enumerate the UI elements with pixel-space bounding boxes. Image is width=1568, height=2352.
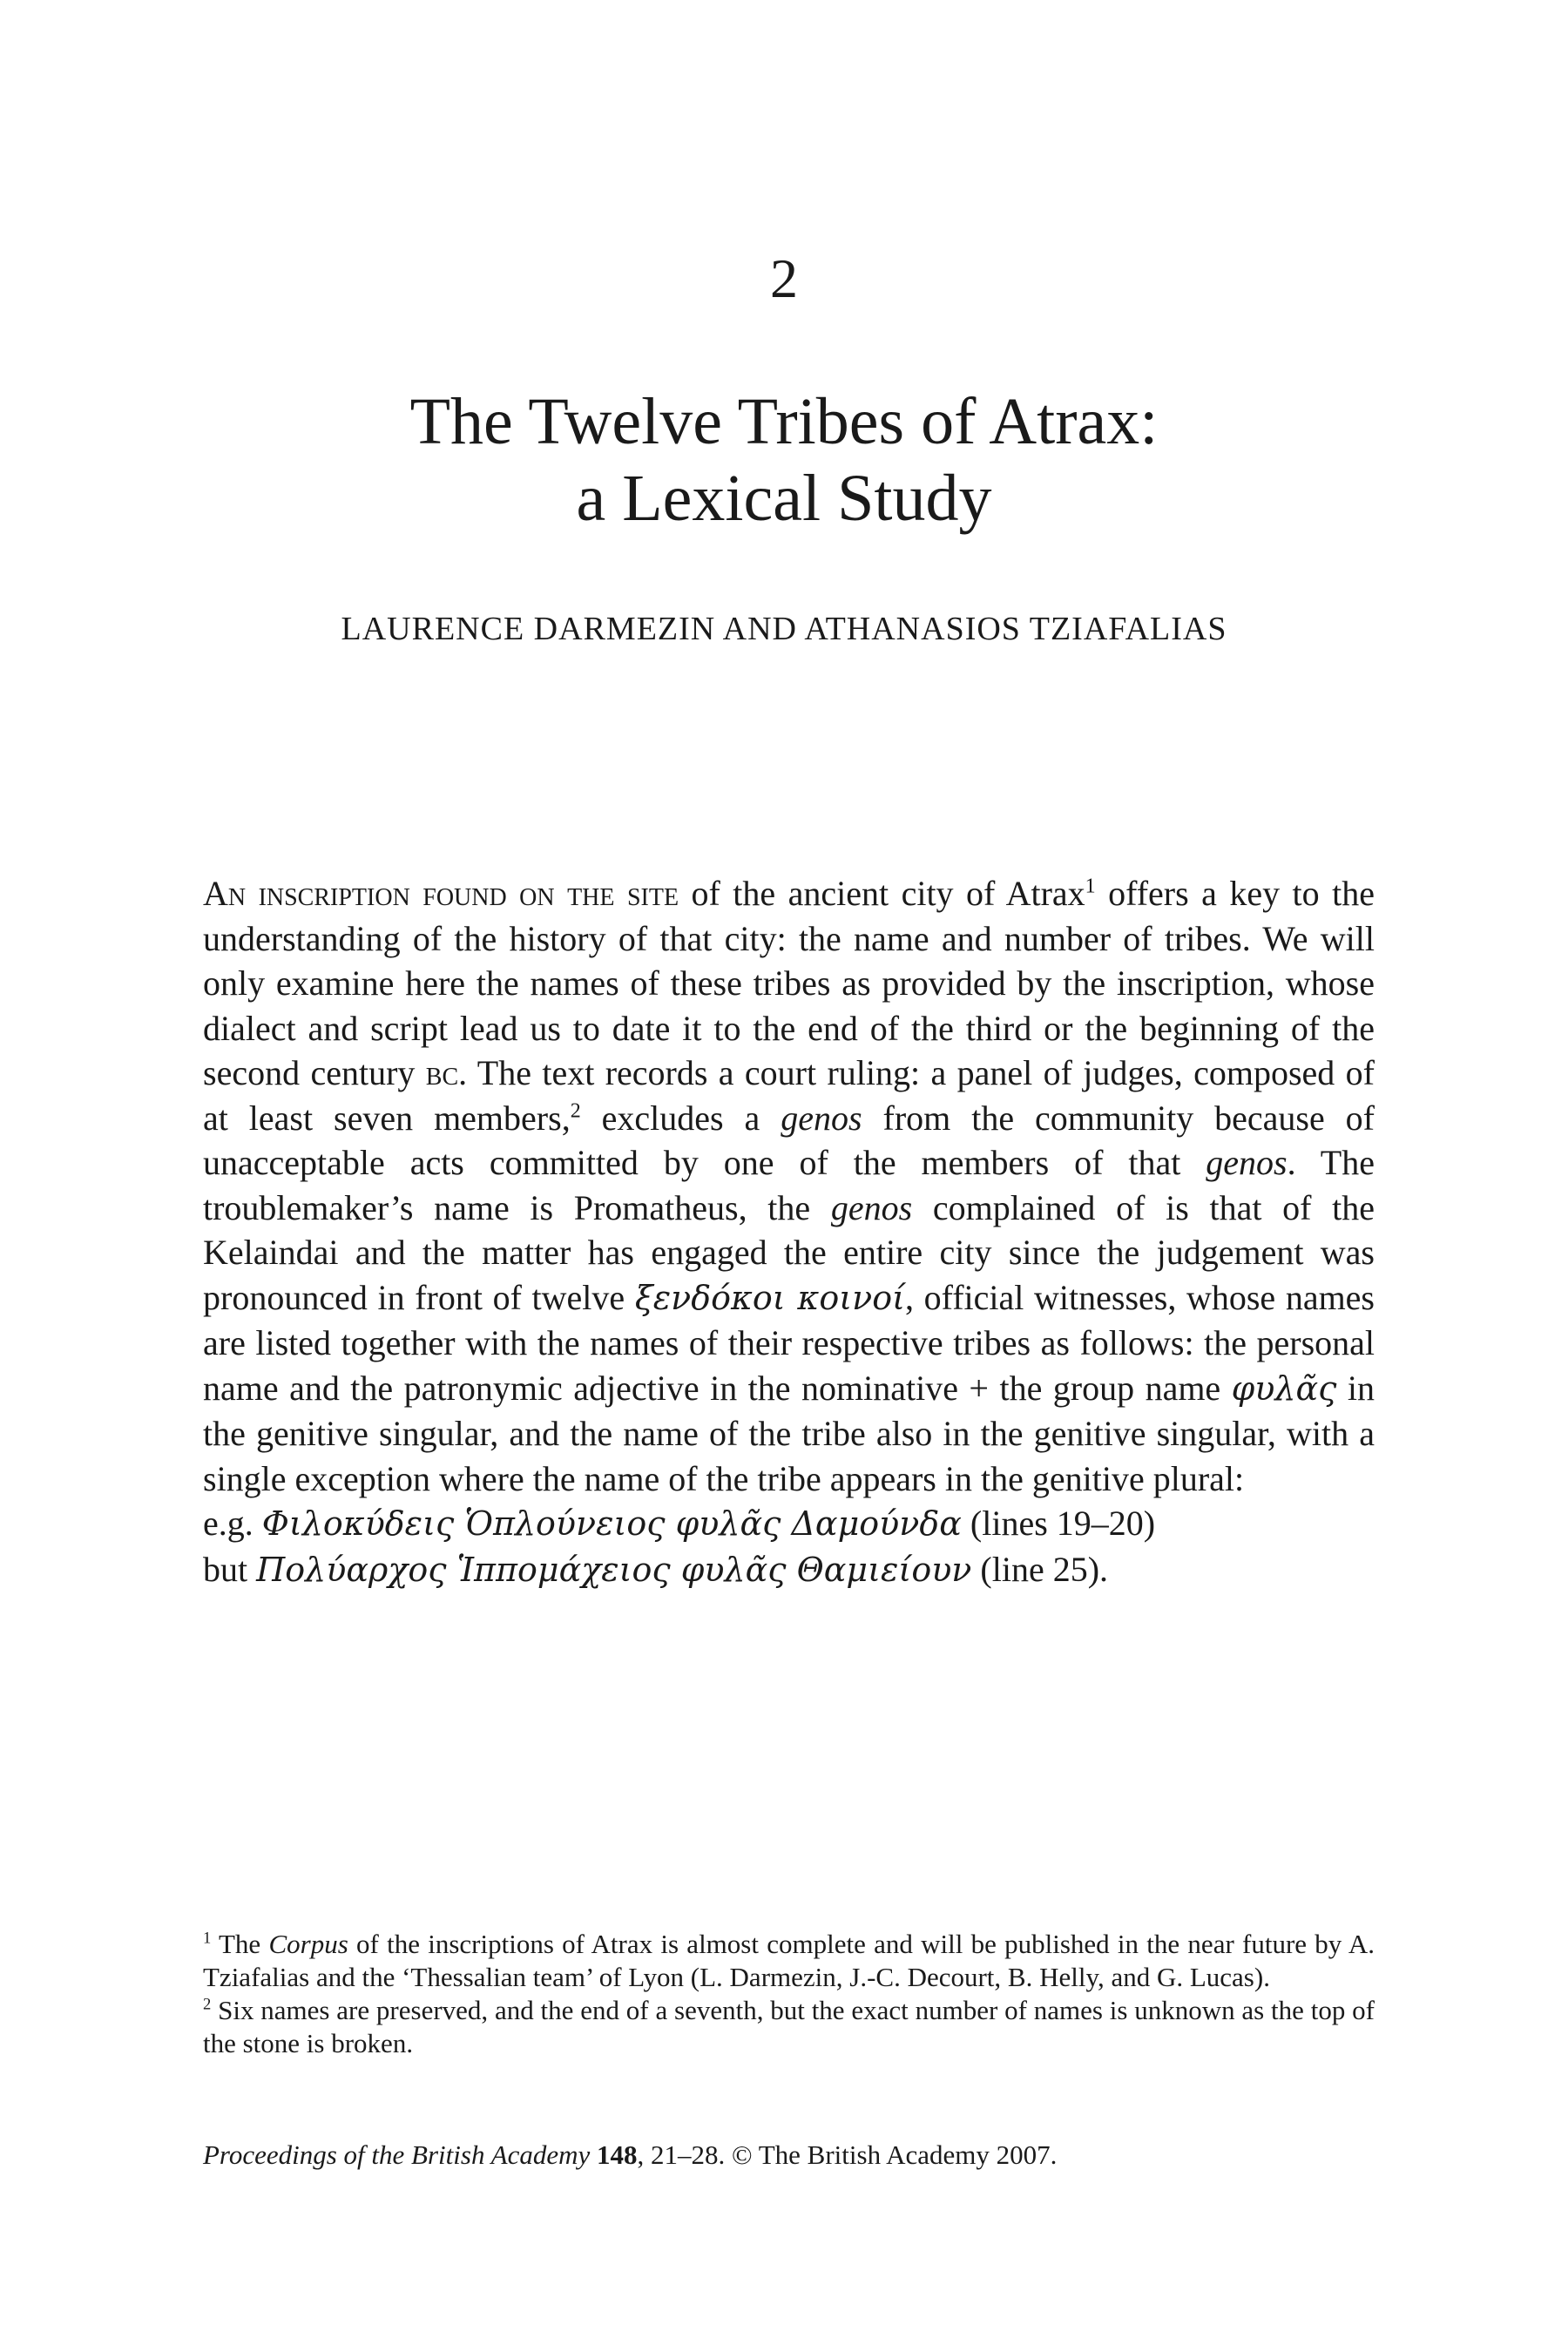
bc-era: bc [425, 1053, 459, 1092]
footnote-1: $^1$ The Corpus of the inscriptions of Atrax is almost complete and will be published in the near future by A. Tziafalias and the ‘Thessalian team’ of Lyon (L. Darmezin, J.-C. Decourt, B. Helly, and G. Lucas). [203, 1929, 1375, 1992]
citation-footer: Proceedings of the British Academy 148, 21–28. © The British Academy 2007. [203, 2139, 1058, 2170]
footnote-ref-1[interactable]: 1 [1085, 875, 1096, 898]
journal-name: Proceedings of the British Academy [203, 2139, 591, 2170]
footnote-2: $^2$ Six names are preserved, and the end of a seventh, but the exact number of names is unknown as the top of the stone is broken. [203, 1995, 1375, 2058]
example-line-1: e.g. Φιλοκύδεις Ὁπλούνειος φυλᾶς Δαμούνδα (lines 19–20) [203, 1504, 1156, 1543]
chapter-number: 2 [770, 247, 798, 309]
greek-term: φυλᾶς [1231, 1369, 1337, 1408]
paragraph: An inscription found on the site of the ancient city of Atrax$^1$ offers a key to the understanding of the history of that city: the name and number of tribes. We will only examine here the names of these tribes as provided by the inscription, whose dialect and script lead us to date it to the end of the third or the beginning of the second century bc. The text records a court ruling: a panel of judges, composed of at least seven members,$^2$ excludes a genos from the community because of unacceptable acts committed by one of the members of that genos. The troublemaker’s name is Promatheus, the genos complained of is that of the Kelaindai and the matter has engaged the entire city since the judgement was pronounced in front of twelve ξενδόκοι κοινοί, official witnesses, whose names are listed together with the names of their respective tribes as follows: the personal name and the patronymic adjective in the nominative + the group name φυλᾶς in the genitive singular, and the name of the tribe also in the genitive singular, with a single exception where the name of the tribe appears in the genitive plural: [203, 874, 1375, 1498]
greek-term: ξενδόκοι κοινοί [634, 1278, 905, 1317]
footnote-ref-2[interactable]: 2 [570, 1099, 581, 1123]
lead-smallcaps: An inscription found on the site [203, 874, 679, 913]
title-line-2: a Lexical Study [576, 462, 992, 535]
footnotes [203, 1928, 1375, 2060]
authors: LAURENCE DARMEZIN AND ATHANASIOS TZIAFALIAS [341, 611, 1227, 647]
title-line-1: The Twelve Tribes of Atrax: [409, 385, 1159, 458]
body-text [203, 871, 1375, 1592]
journal-volume: 148 [596, 2139, 638, 2170]
chapter-title [0, 383, 1568, 537]
example-line-2: but Πολύαρχος Ἱππομάχειος φυλᾶς Θαμιείουν (line 25). [203, 1549, 1109, 1589]
